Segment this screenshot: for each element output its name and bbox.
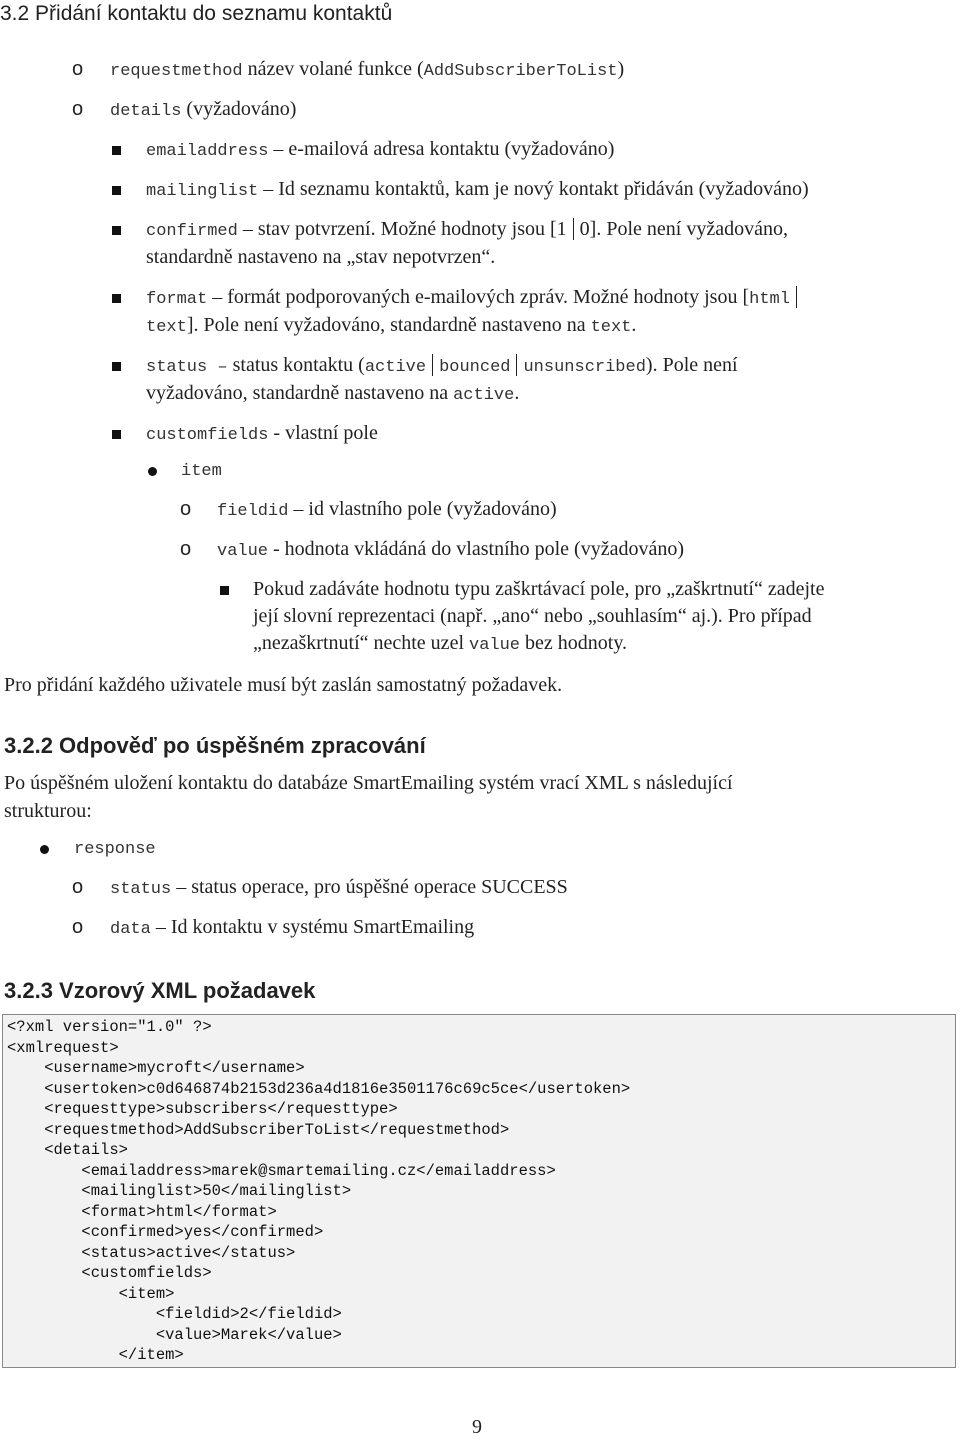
item-response: response [74,840,156,859]
item-format-line2: text]. Pole není vyžadováno, standardně nastaveno na text. [146,314,637,337]
dot-bullet-icon [148,467,157,476]
item-fieldid: fieldid – id vlastního pole (vyžadováno) [217,498,557,521]
code-line: <confirmed>yes</confirmed> [7,1223,324,1241]
item-details: details (vyžadováno) [110,98,297,121]
code-line: </item> [7,1346,184,1364]
heading-3-2-3: 3.2.3 Vzorový XML požadavek [4,978,316,1003]
code-line: <status>active</status> [7,1243,296,1262]
circle-bullet-icon: o [180,498,192,520]
code-line: <mailinglist>50</mailinglist> [7,1182,352,1200]
code-line: <xmlrequest> [7,1038,119,1057]
item-resp-status: status – status operace, pro úspěšné operace SUCCESS [110,876,568,899]
square-bullet-icon [112,226,121,235]
circle-bullet-icon: o [72,58,84,80]
code-line: <format>html</format> [7,1202,277,1221]
item-emailaddress: emailaddress – e-mailová adresa kontaktu (vyžadováno) [146,138,615,161]
heading-3-2-2: 3.2.2 Odpověď po úspěšném zpracování [4,733,426,758]
code-block [2,1014,956,1368]
circle-bullet-icon: o [72,98,84,120]
code-line: <fieldid>2</fieldid> [7,1305,342,1323]
code-line: <value>Marek</value> [7,1325,342,1344]
section-title: 3.2 Přidání kontaktu do seznamu kontaktů [0,2,393,25]
code-line: <emailaddress>marek@smartemailing.cz</emailaddress> [7,1161,556,1180]
square-bullet-icon [112,362,121,371]
square-bullet-icon [112,430,121,439]
code-line: <requestmethod>AddSubscriberToList</requestmethod> [7,1120,510,1139]
item-confirmed-line2: standardně nastaveno na „stav nepotvrzen“. [146,246,496,268]
code-line: <requesttype>subscribers</requesttype> [7,1100,398,1118]
item-value: value - hodnota vkládáná do vlastního pole (vyžadováno) [217,538,685,561]
circle-bullet-icon: o [180,538,192,560]
square-bullet-icon [220,586,229,595]
item-status: status – status kontaktu (active bounced unsunscribed). Pole není [146,354,738,377]
square-bullet-icon [112,146,121,155]
item-item: item [181,462,222,481]
page-number: 9 [472,1416,482,1438]
circle-bullet-icon: o [72,916,84,938]
code-line: <details> [7,1141,128,1159]
item-requestmethod: requestmethod název volané funkce (AddSubscriberToList) [110,58,625,81]
square-bullet-icon [112,186,121,195]
note-line1: Pokud zadáváte hodnotu typu zaškrtávací pole, pro „zaškrtnutí“ zadejte [253,578,825,600]
item-confirmed: confirmed – stav potvrzení. Možné hodnoty jsou [1 0]. Pole není vyžadováno, [146,218,788,241]
square-bullet-icon [112,294,121,303]
circle-bullet-icon: o [72,876,84,898]
paragraph: Po úspěšném uložení kontaktu do databáze SmartEmailing systém vrací XML s následující [4,772,733,794]
note-line2: její slovní reprezentaci (např. „ano“ nebo „souhlasím“ aj.). Pro případ [253,605,812,627]
dot-bullet-icon [40,845,49,854]
paragraph: strukturou: [4,800,92,822]
item-resp-data: data – Id kontaktu v systému SmartEmailing [110,916,475,939]
item-mailinglist: mailinglist – Id seznamu kontaktů, kam je nový kontakt přidáván (vyžadováno) [146,178,809,201]
code-line: <item> [7,1284,175,1303]
item-format: format – formát podporovaných e-mailových zpráv. Možné hodnoty jsou [html [146,286,803,309]
code-line: <username>mycroft</username> [7,1059,305,1077]
code-line: <usertoken>c0d646874b2153d236a4d1816e3501176c69c5ce</usertoken> [7,1079,631,1098]
code-line: <customfields> [7,1264,212,1282]
code-line: <?xml version="1.0" ?> [7,1018,212,1036]
item-status-line2: vyžadováno, standardně nastaveno na active. [146,382,520,405]
item-customfields: customfields - vlastní pole [146,422,378,445]
note-line3: „nezaškrtnutí“ nechte uzel value bez hodnoty. [253,632,628,655]
paragraph: Pro přidání každého uživatele musí být zaslán samostatný požadavek. [4,674,563,696]
